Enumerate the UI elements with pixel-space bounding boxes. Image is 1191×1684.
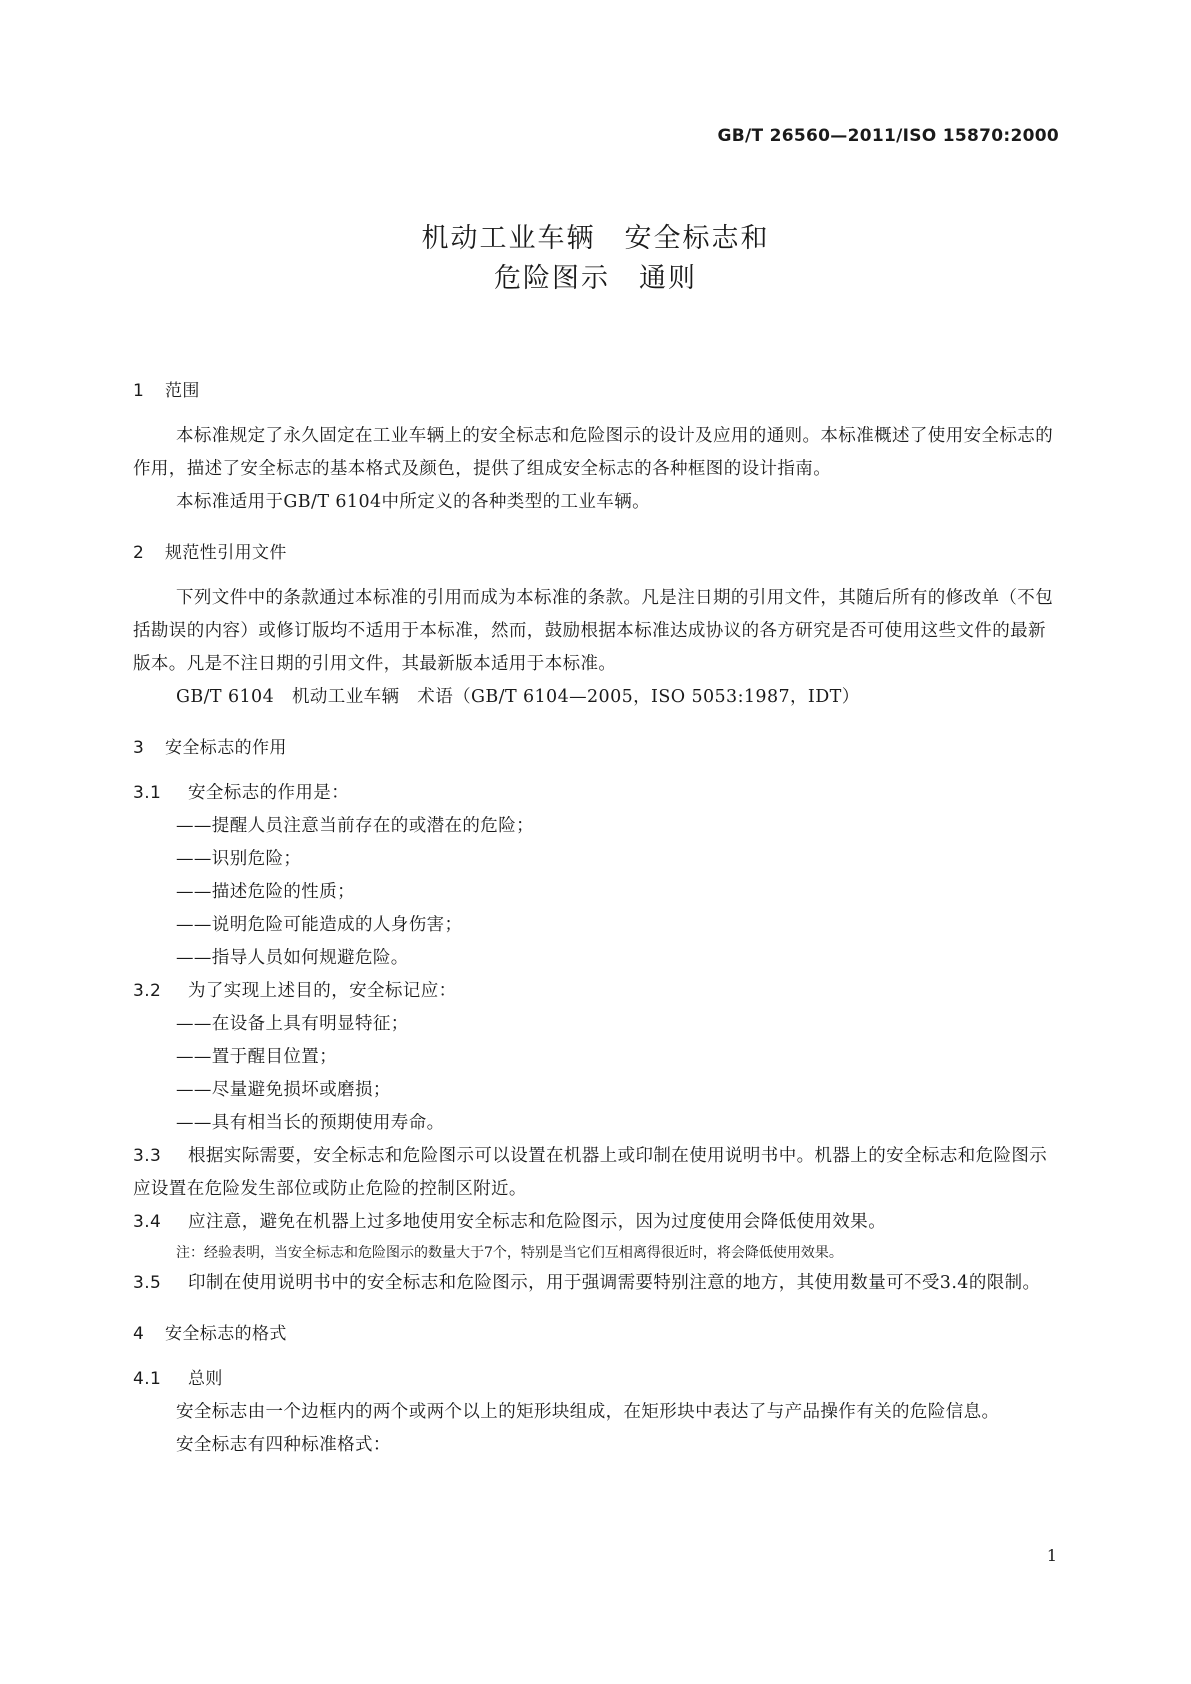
list-item: ——指导人员如何规避危险。 [176,948,409,968]
list-item: ——尽量避免损坏或磨损； [176,1080,391,1100]
section-3-heading [133,732,1060,765]
list-item: ——置于醒目位置； [176,1047,338,1067]
page-number: 1 [1046,1546,1057,1565]
list-item: ——在设备上具有明显特征； [176,1014,409,1034]
paragraph: 下列文件中的条款通过本标准的引用而成为本标准的条款。凡是注日期的引用文件，其随后所有的修改单（不包括勘误的内容）或修订版均不适用于本标准，然而，鼓励根据本标准达成协议的各方研究是否可使用这些文件的最新版本。凡是不注日期的引用文件，其最新版本适用于本标准。 [133,588,1054,674]
document-title-line1: 机动工业车辆 安全标志和 [421,223,770,254]
section-number: 3 [133,738,145,758]
section-1-heading [133,375,1060,408]
clause-3-5 [133,1267,1060,1300]
list-item: ——描述危险的性质； [176,882,355,902]
clause-number: 3.1 [133,783,162,803]
clause-3-4 [133,1206,1060,1239]
normative-reference: GB/T 6104 机动工业车辆 术语（GB/T 6104—2005，ISO 5053:1987，IDT） [176,687,860,707]
section-number: 2 [133,543,145,563]
clause-3-2 [133,975,1060,1008]
clause-3-3 [133,1140,1060,1206]
clause-number: 3.2 [133,981,162,1001]
clause-text: 印制在使用说明书中的安全标志和危险图示，用于强调需要特别注意的地方，其使用数量可不受3.4的限制。 [188,1273,1041,1293]
paragraph: 本标准适用于GB/T 6104中所定义的各种类型的工业车辆。 [176,492,651,512]
paragraph: 本标准规定了永久固定在工业车辆上的安全标志和危险图示的设计及应用的通则。本标准概述了使用安全标志的作用，描述了安全标志的基本格式及颜色，提供了组成安全标志的各种框图的设计指南。 [133,426,1054,479]
clause-text: 应注意，避免在机器上过多地使用安全标志和危险图示，因为过度使用会降低使用效果。 [188,1212,887,1232]
clause-number: 4.1 [133,1369,162,1389]
list-item: ——说明危险可能造成的人身伤害； [176,915,463,935]
clause-number: 3.4 [133,1212,162,1232]
clause-text: 安全标志的作用是： [188,783,350,803]
section-title: 安全标志的格式 [165,1324,287,1344]
section-title: 安全标志的作用 [165,738,287,758]
list-item: ——识别危险； [176,849,302,869]
clause-number: 3.3 [133,1146,162,1166]
paragraph: 安全标志有四种标准格式： [176,1435,391,1455]
list-item: ——具有相当长的预期使用寿命。 [176,1113,445,1133]
note: 注：经验表明，当安全标志和危险图示的数量大于7个，特别是当它们互相离得很近时，将会降低使用效果。 [176,1245,843,1261]
section-number: 4 [133,1324,145,1344]
section-2-heading [133,537,1060,570]
clause-4-1-heading [133,1363,1060,1396]
clause-text: 为了实现上述目的，安全标记应： [188,981,457,1001]
clause-number: 3.5 [133,1273,162,1293]
section-number: 1 [133,381,145,401]
section-title: 规范性引用文件 [165,543,287,563]
clause-text: 根据实际需要，安全标志和危险图示可以设置在机器上或印制在使用说明书中。机器上的安全标志和危险图示应设置在危险发生部位或防止危险的控制区附近。 [133,1146,1048,1199]
section-4-heading [133,1318,1060,1351]
clause-3-1 [133,777,1060,810]
document-title-line2: 危险图示 通则 [494,263,697,294]
list-item: ——提醒人员注意当前存在的或潜在的危险； [176,816,534,836]
section-title: 范围 [165,381,200,401]
standard-code: GB/T 26560—2011/ISO 15870:2000 [717,126,1059,146]
document-body [133,375,1060,1462]
paragraph: 安全标志由一个边框内的两个或两个以上的矩形块组成，在矩形块中表达了与产品操作有关的危险信息。 [176,1402,1000,1422]
clause-title: 总则 [188,1369,223,1389]
